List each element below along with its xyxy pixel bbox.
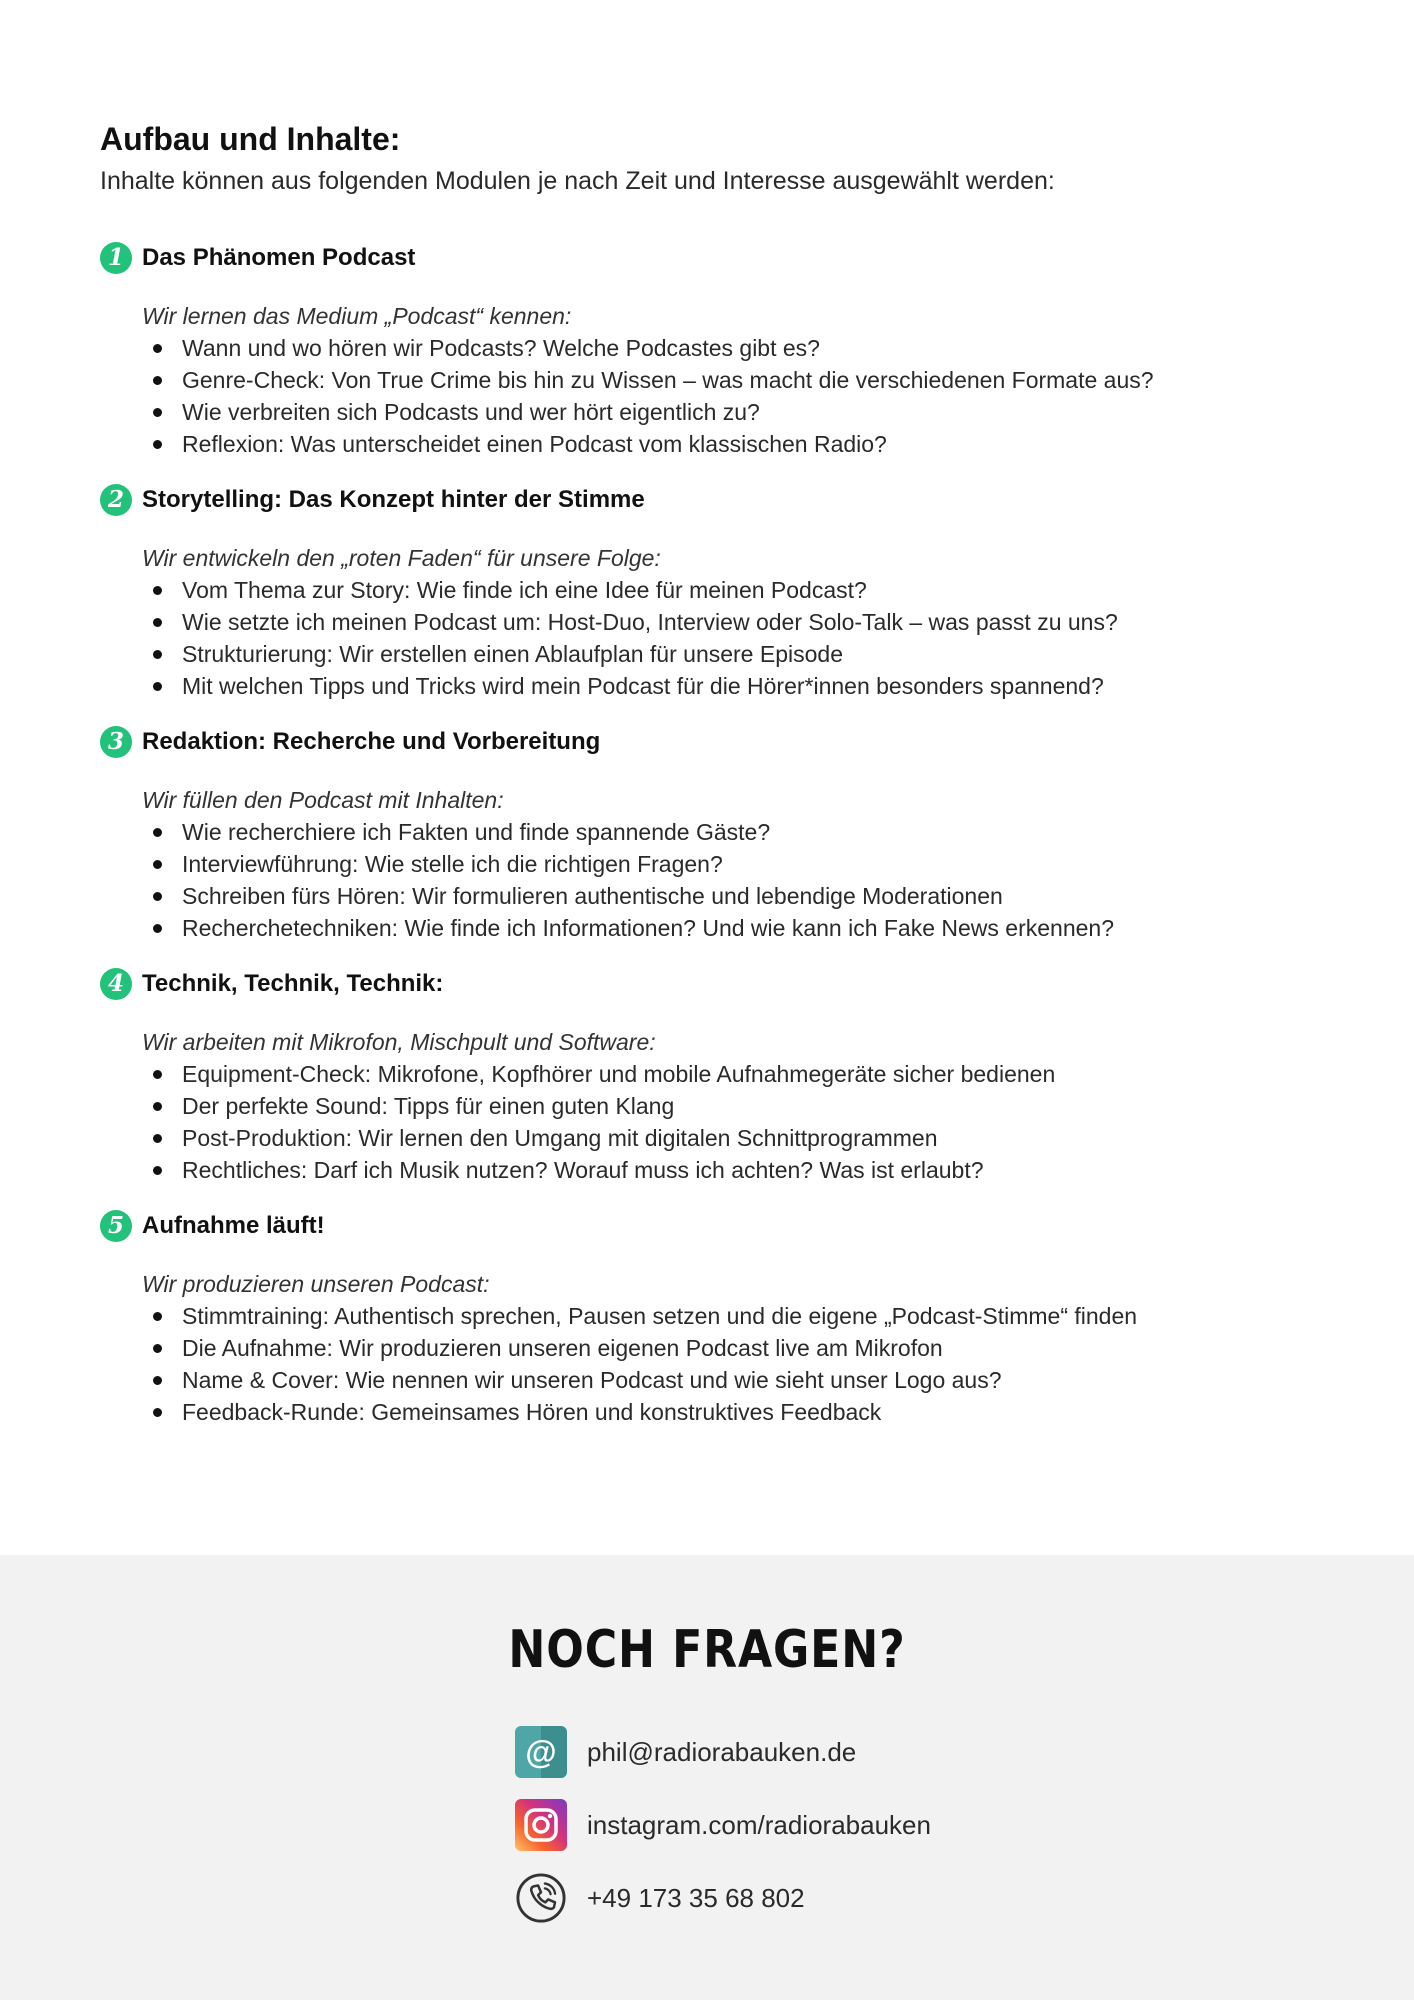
module-title: Technik, Technik, Technik: bbox=[142, 970, 444, 997]
module-heading bbox=[100, 238, 1340, 278]
bullet-icon bbox=[153, 1070, 162, 1079]
list-item: Reflexion: Was unterscheidet einen Podcast vom klassischen Radio? bbox=[142, 428, 1340, 460]
list-item: Interviewführung: Wie stelle ich die richtigen Fragen? bbox=[142, 848, 1340, 880]
bullet-icon bbox=[153, 892, 162, 901]
list-item: Wie verbreiten sich Podcasts und wer hört eigentlich zu? bbox=[142, 396, 1340, 428]
module-1 bbox=[100, 238, 1340, 460]
module-items bbox=[100, 816, 1340, 944]
bullet-icon bbox=[153, 924, 162, 933]
module-3 bbox=[100, 722, 1340, 944]
bullet-icon bbox=[153, 408, 162, 417]
content bbox=[100, 118, 1340, 1448]
instagram-glyph bbox=[515, 1799, 567, 1851]
list-item: Rechtliches: Darf ich Musik nutzen? Worauf muss ich achten? Was ist erlaubt? bbox=[142, 1154, 1340, 1186]
bullet-icon bbox=[153, 1376, 162, 1385]
bullet-icon bbox=[153, 682, 162, 691]
number-2-icon: 2 bbox=[100, 484, 132, 516]
list-item: Mit welchen Tipps und Tricks wird mein Podcast für die Hörer*innen besonders spannend? bbox=[142, 670, 1340, 702]
list-item: Wann und wo hören wir Podcasts? Welche Podcastes gibt es? bbox=[142, 332, 1340, 364]
module-items bbox=[100, 1058, 1340, 1186]
bullet-icon bbox=[153, 1134, 162, 1143]
module-heading bbox=[100, 480, 1340, 520]
module-items bbox=[100, 574, 1340, 702]
bullet-icon bbox=[153, 440, 162, 449]
bullet-icon bbox=[153, 344, 162, 353]
list-item: Genre-Check: Von True Crime bis hin zu Wissen – was macht die verschiedenen Formate aus? bbox=[142, 364, 1340, 396]
bullet-icon bbox=[153, 1102, 162, 1111]
list-item: Feedback-Runde: Gemeinsames Hören und konstruktives Feedback bbox=[142, 1396, 1340, 1428]
contact-footer bbox=[0, 1555, 1414, 2000]
module-subtitle: Wir entwickeln den „roten Faden“ für unsere Folge: bbox=[142, 545, 661, 571]
footer-title: NOCH FRAGEN? bbox=[508, 1620, 906, 1680]
phone-icon bbox=[515, 1872, 567, 1924]
phone-contact[interactable] bbox=[515, 1871, 805, 1925]
bullet-icon bbox=[153, 376, 162, 385]
module-title: Das Phänomen Podcast bbox=[142, 244, 416, 271]
module-title: Storytelling: Das Konzept hinter der Stimme bbox=[142, 486, 645, 513]
bullet-icon bbox=[153, 1312, 162, 1321]
module-heading bbox=[100, 964, 1340, 1004]
module-subtitle: Wir füllen den Podcast mit Inhalten: bbox=[142, 787, 504, 813]
module-items bbox=[100, 332, 1340, 460]
number-3-icon: 3 bbox=[100, 726, 132, 758]
list-item: Strukturierung: Wir erstellen einen Ablaufplan für unsere Episode bbox=[142, 638, 1340, 670]
bullet-icon bbox=[153, 650, 162, 659]
module-heading bbox=[100, 1206, 1340, 1246]
module-title: Aufnahme läuft! bbox=[142, 1212, 325, 1239]
list-item: Der perfekte Sound: Tipps für einen guten Klang bbox=[142, 1090, 1340, 1122]
list-item: Wie recherchiere ich Fakten und finde spannende Gäste? bbox=[142, 816, 1340, 848]
phone-number[interactable]: +49 173 35 68 802 bbox=[587, 1882, 805, 1913]
number-4-icon: 4 bbox=[100, 968, 132, 1000]
bullet-icon bbox=[153, 1166, 162, 1175]
list-item: Vom Thema zur Story: Wie finde ich eine Idee für meinen Podcast? bbox=[142, 574, 1340, 606]
module-title: Redaktion: Recherche und Vorbereitung bbox=[142, 728, 601, 755]
list-item: Name & Cover: Wie nennen wir unseren Podcast und wie sieht unser Logo aus? bbox=[142, 1364, 1340, 1396]
bullet-icon bbox=[153, 1408, 162, 1417]
list-item: Equipment-Check: Mikrofone, Kopfhörer und mobile Aufnahmegeräte sicher bedienen bbox=[142, 1058, 1340, 1090]
bullet-icon bbox=[153, 1344, 162, 1353]
bullet-icon bbox=[153, 586, 162, 595]
module-2 bbox=[100, 480, 1340, 702]
number-5-icon: 5 bbox=[100, 1210, 132, 1242]
instagram-contact[interactable] bbox=[515, 1798, 931, 1852]
list-item: Wie setzte ich meinen Podcast um: Host-Duo, Interview oder Solo-Talk – was passt zu uns? bbox=[142, 606, 1340, 638]
phone-glyph bbox=[515, 1871, 567, 1925]
list-item: Schreiben fürs Hören: Wir formulieren authentische und lebendige Moderationen bbox=[142, 880, 1340, 912]
email-link[interactable]: phil@radiorabauken.de bbox=[587, 1736, 857, 1767]
number-1-icon: 1 bbox=[100, 242, 132, 274]
module-list bbox=[100, 238, 1340, 1428]
bullet-icon bbox=[153, 618, 162, 627]
module-subtitle: Wir lernen das Medium „Podcast“ kennen: bbox=[142, 303, 572, 329]
module-subtitle: Wir arbeiten mit Mikrofon, Mischpult und Software: bbox=[142, 1029, 656, 1055]
email-contact[interactable] bbox=[515, 1725, 856, 1779]
section-title: Aufbau und Inhalte: bbox=[100, 121, 401, 157]
at-sign-icon: @ bbox=[515, 1726, 567, 1778]
list-item: Die Aufnahme: Wir produzieren unseren eigenen Podcast live am Mikrofon bbox=[142, 1332, 1340, 1364]
list-item: Post-Produktion: Wir lernen den Umgang mit digitalen Schnittprogrammen bbox=[142, 1122, 1340, 1154]
module-subtitle: Wir produzieren unseren Podcast: bbox=[142, 1271, 490, 1297]
bullet-icon bbox=[153, 828, 162, 837]
module-items bbox=[100, 1300, 1340, 1428]
list-item: Recherchetechniken: Wie finde ich Informationen? Und wie kann ich Fake News erkennen? bbox=[142, 912, 1340, 944]
module-4 bbox=[100, 964, 1340, 1186]
bullet-icon bbox=[153, 860, 162, 869]
instagram-link[interactable]: instagram.com/radiorabauken bbox=[587, 1809, 931, 1840]
module-heading bbox=[100, 722, 1340, 762]
instagram-icon bbox=[515, 1799, 567, 1851]
module-5 bbox=[100, 1206, 1340, 1428]
list-item: Stimmtraining: Authentisch sprechen, Pausen setzen und die eigene „Podcast-Stimme“ finden bbox=[142, 1300, 1340, 1332]
section-intro: Inhalte können aus folgenden Modulen je nach Zeit und Interesse ausgewählt werden: bbox=[100, 167, 1055, 195]
